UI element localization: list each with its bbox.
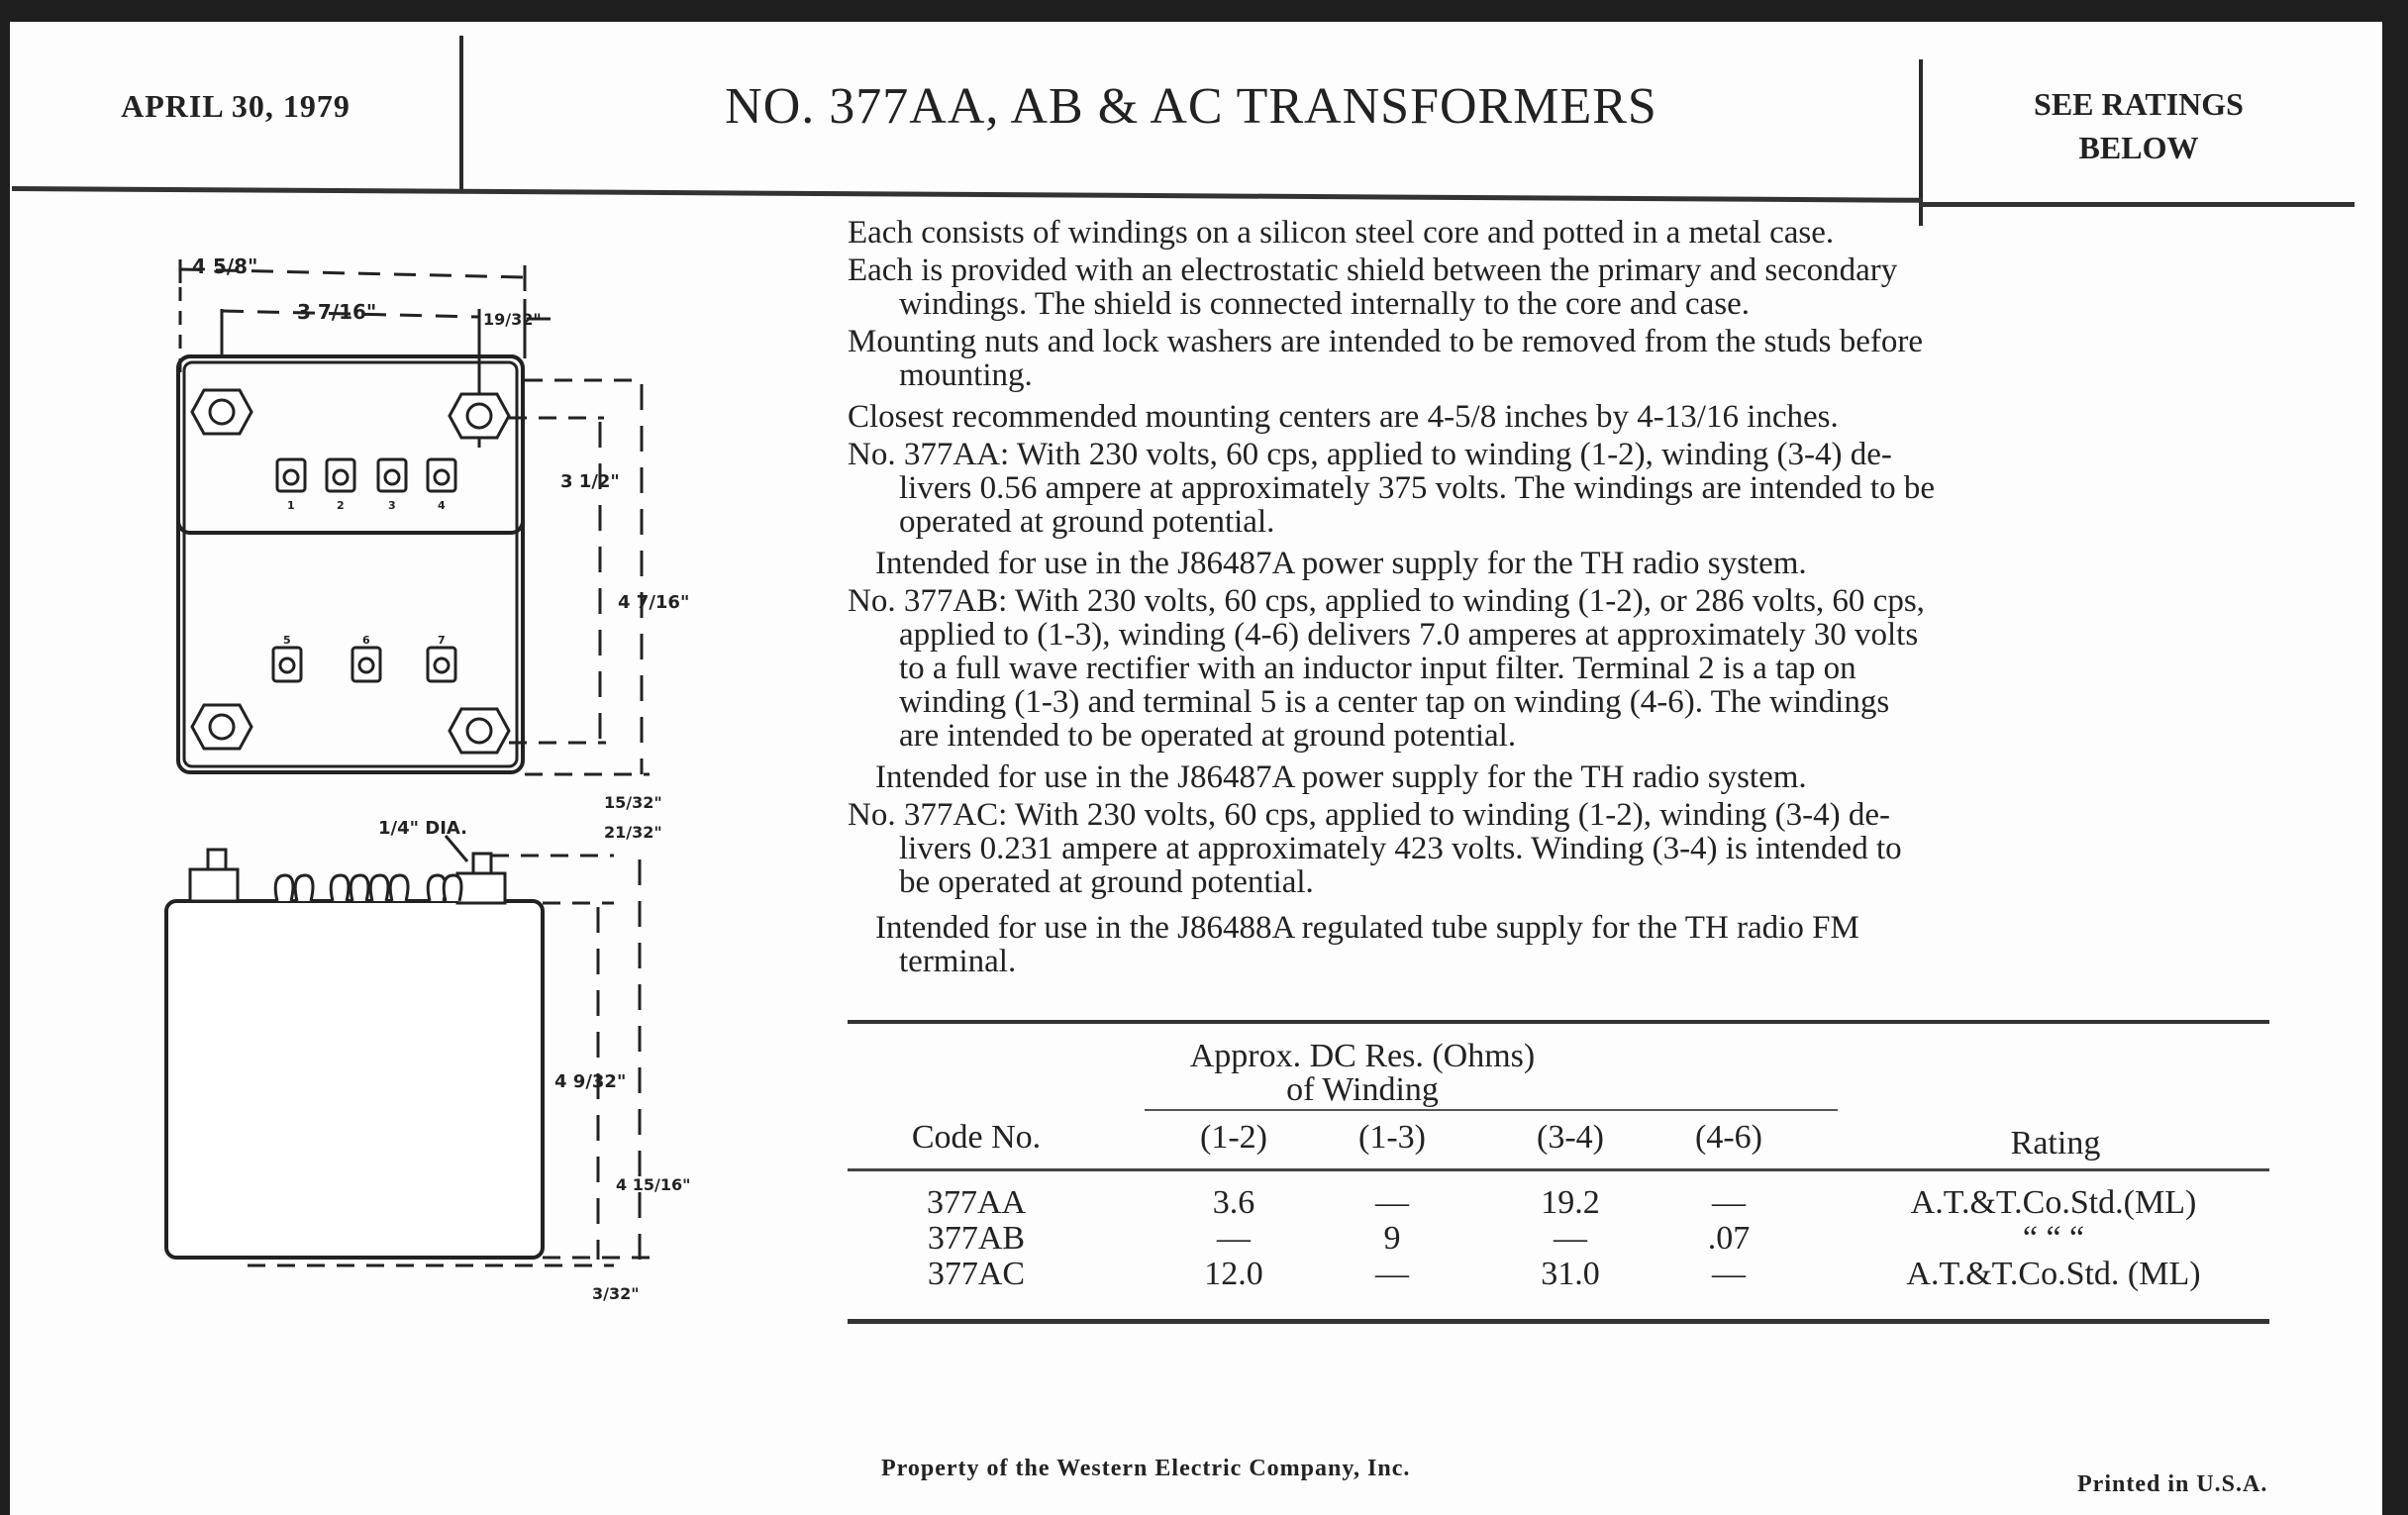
col-header-rating: Rating (2010, 1125, 2101, 1162)
table-cell: 31.0 (1541, 1256, 1600, 1292)
description-377ab: No. 377AB: With 230 volts, 60 cps, applied to winding (1-2), or 286 volts, 60 cps, applied to (1-3), winding (4-6) delivers 7.0 amperes at approximately 30 volts to a full wave rectifier with an inductor input filter. Terminal 2 is a tap on winding (1-3) and terminal 5 is a center tap on winding (4-6). The windings are intended to be operated at ground potential. (848, 583, 1925, 754)
dim-stud-height: 21/32" (604, 823, 662, 842)
ratings-note-line2: BELOW (2078, 130, 2199, 165)
ratings-note-line1: SEE RATINGS (2034, 86, 2244, 122)
table-cell: “ “ “ (2022, 1220, 2085, 1257)
footer-property: Property of the Western Electric Company, Inc. (881, 1456, 1411, 1481)
table-cell: 3.6 (1212, 1184, 1255, 1221)
dim-case-height: 4 9/32" (554, 1071, 627, 1092)
table-cell: — (1375, 1256, 1409, 1292)
description-paragraph: Each is provided with an electrostatic shield between the primary and secondary windings. The shield is connected internally to the core and case. (848, 252, 1898, 322)
group-header-rule (1145, 1109, 1838, 1111)
terminal-label: 3 (388, 499, 396, 512)
terminal-label: 2 (337, 499, 345, 512)
dim-bottom-offset: 15/32" (604, 793, 662, 812)
dim-foot-height: 3/32" (592, 1284, 640, 1303)
table-header-rule (848, 1168, 2269, 1171)
footer-printed: Printed in U.S.A. (2077, 1471, 2268, 1497)
terminal-label: 7 (438, 634, 446, 647)
description-377ab-usage: Intended for use in the J86487A power supply for the TH radio system. (875, 759, 1807, 795)
table-cell: 9 (1383, 1220, 1401, 1257)
table-bottom-rule (848, 1319, 2269, 1324)
description-paragraph: Each consists of windings on a silicon steel core and potted in a metal case. (848, 215, 1835, 251)
transformer-dimension-drawing (149, 240, 703, 1309)
terminal-label: 5 (283, 634, 291, 647)
description-377aa: No. 377AA: With 230 volts, 60 cps, applied to winding (1-2), winding (3-4) de- livers 0.56 ampere at approximately 375 volts. The windings are intended to be operated at ground potential. (848, 437, 1935, 540)
dim-overall-width: 4 5/8" (192, 254, 258, 278)
side-view-case (166, 901, 543, 1258)
table-cell: — (1217, 1220, 1251, 1257)
col-header-4-6: (4-6) (1695, 1119, 1762, 1156)
table-cell: 377AA (926, 1184, 1027, 1221)
description-paragraph: Mounting nuts and lock washers are intended to be removed from the studs before mounting. (848, 324, 1923, 393)
col-header-3-4: (3-4) (1537, 1119, 1604, 1156)
table-cell: .07 (1707, 1220, 1751, 1257)
col-header-1-3: (1-3) (1358, 1119, 1426, 1156)
header-rule-right (1919, 202, 2355, 207)
table-top-rule (848, 1020, 2269, 1024)
description-377ac-usage: Intended for use in the J86488A regulated tube supply for the TH radio FM terminal. (875, 910, 1859, 979)
top-view-case (178, 356, 523, 533)
col-header-1-2: (1-2) (1200, 1119, 1267, 1156)
table-cell: — (1712, 1256, 1746, 1292)
table-cell: 12.0 (1204, 1256, 1263, 1292)
description-377aa-usage: Intended for use in the J86487A power supply for the TH radio system. (875, 546, 1807, 581)
table-cell: 377AC (927, 1256, 1026, 1292)
dim-stud-spacing: 3 7/16" (297, 300, 377, 324)
dim-overall-depth: 4 7/16" (618, 592, 690, 613)
table-cell: — (1375, 1184, 1409, 1221)
terminal-label: 6 (362, 634, 370, 647)
side-view (166, 850, 543, 1258)
group-header-line1: Approx. DC Res. (Ohms) (1189, 1038, 1536, 1074)
dim-overall-height: 4 15/16" (616, 1175, 691, 1194)
description-paragraph: Closest recommended mounting centers are 4-5/8 inches by 4-13/16 inches. (848, 399, 1839, 435)
ratings-note (1921, 42, 2357, 210)
col-header-code: Code No. (911, 1119, 1042, 1156)
table-cell: A.T.&T.Co.Std.(ML) (1910, 1184, 2197, 1221)
description-377ac: No. 377AC: With 230 volts, 60 cps, applied to winding (1-2), winding (3-4) de- livers 0.231 ampere at approximately 423 volts. Winding (3-4) is intended to be operated at ground potential. (848, 797, 1902, 900)
mounting-studs (192, 390, 509, 753)
table-cell: 19.2 (1541, 1184, 1600, 1221)
table-cell: 377AB (927, 1220, 1026, 1257)
page-title: NO. 377AA, AB & AC TRANSFORMERS (725, 77, 1657, 135)
spec-sheet-page (10, 22, 2382, 1515)
terminal-label: 4 (438, 499, 446, 512)
terminal-label: 1 (287, 499, 295, 512)
terminal-labels (283, 499, 446, 647)
table-cell: — (1712, 1184, 1746, 1221)
table-cell: — (1554, 1220, 1587, 1257)
dim-stud-diameter: 1/4" DIA. (378, 818, 468, 839)
dim-terminal-row-spacing: 3 1/2" (560, 471, 620, 492)
terminals (273, 459, 455, 681)
table-cell: A.T.&T.Co.Std. (ML) (1906, 1256, 2201, 1292)
dim-stud-offset: 19/32" (483, 310, 542, 329)
resistance-rating-table (848, 1020, 2273, 1337)
group-header-line2: of Winding (1286, 1071, 1439, 1108)
issue-date: APRIL 30, 1979 (121, 87, 351, 124)
